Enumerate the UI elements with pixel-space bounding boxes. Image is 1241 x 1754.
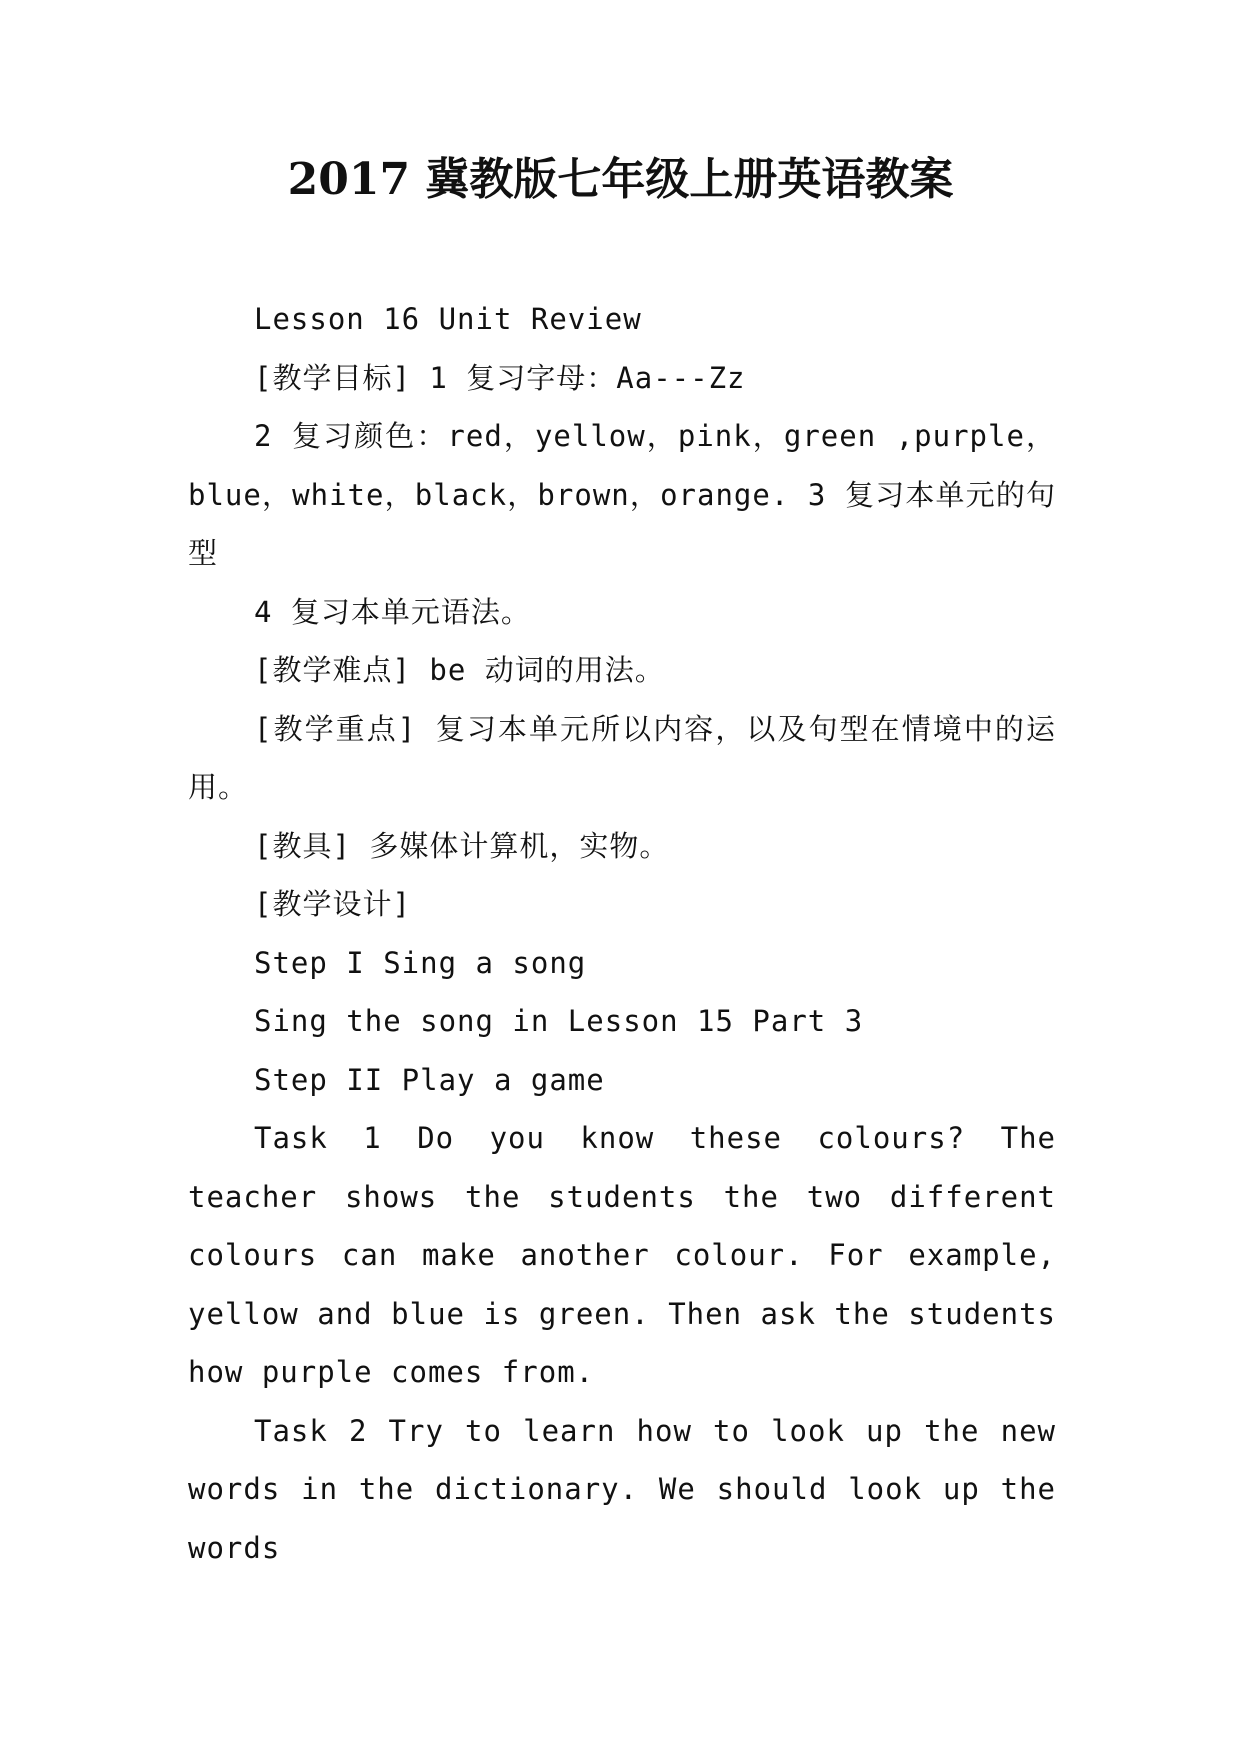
- paragraph-task-1: Task 1 Do you know these colours? The teacher shows the students the two different colours can make another colour. For example, yellow and blue is green. Then ask the students how purple comes from.: [188, 1121, 1056, 1389]
- paragraph-step-1-detail: Sing the song in Lesson 15 Part 3: [254, 1004, 864, 1038]
- paragraph-teaching-goal-2-3: 2 复习颜色：red，yellow，pink，green ,purple，blue，white，black，brown，orange. 3 复习本单元的句型: [188, 419, 1056, 570]
- paragraph-teaching-focus: [教学重点] 复习本单元所以内容，以及句型在情境中的运用。: [188, 711, 1056, 804]
- paragraph-teaching-goal-4: 4 复习本单元语法。: [254, 594, 531, 629]
- paragraph-teaching-goal-1: [教学目标] 1 复习字母：Aa---Zz: [254, 360, 746, 395]
- paragraph-step-2: Step II Play a game: [254, 1062, 605, 1097]
- paragraph-teaching-difficulty: [教学难点] be 动词的用法。: [254, 653, 665, 687]
- paragraph-teaching-design: [教学设计]: [254, 887, 411, 921]
- paragraph-step-1: Step I Sing a song: [254, 945, 587, 980]
- paragraph-task-2: Task 2 Try to learn how to look up the new words in the dictionary. We should look up the words: [188, 1413, 1056, 1565]
- paragraph-lesson-heading: Lesson 16 Unit Review: [254, 302, 642, 336]
- document-body: [188, 290, 1056, 1577]
- document-title: 2017 冀教版七年级上册英语教案: [287, 154, 954, 205]
- paragraph-teaching-aids: [教具] 多媒体计算机，实物。: [254, 828, 670, 863]
